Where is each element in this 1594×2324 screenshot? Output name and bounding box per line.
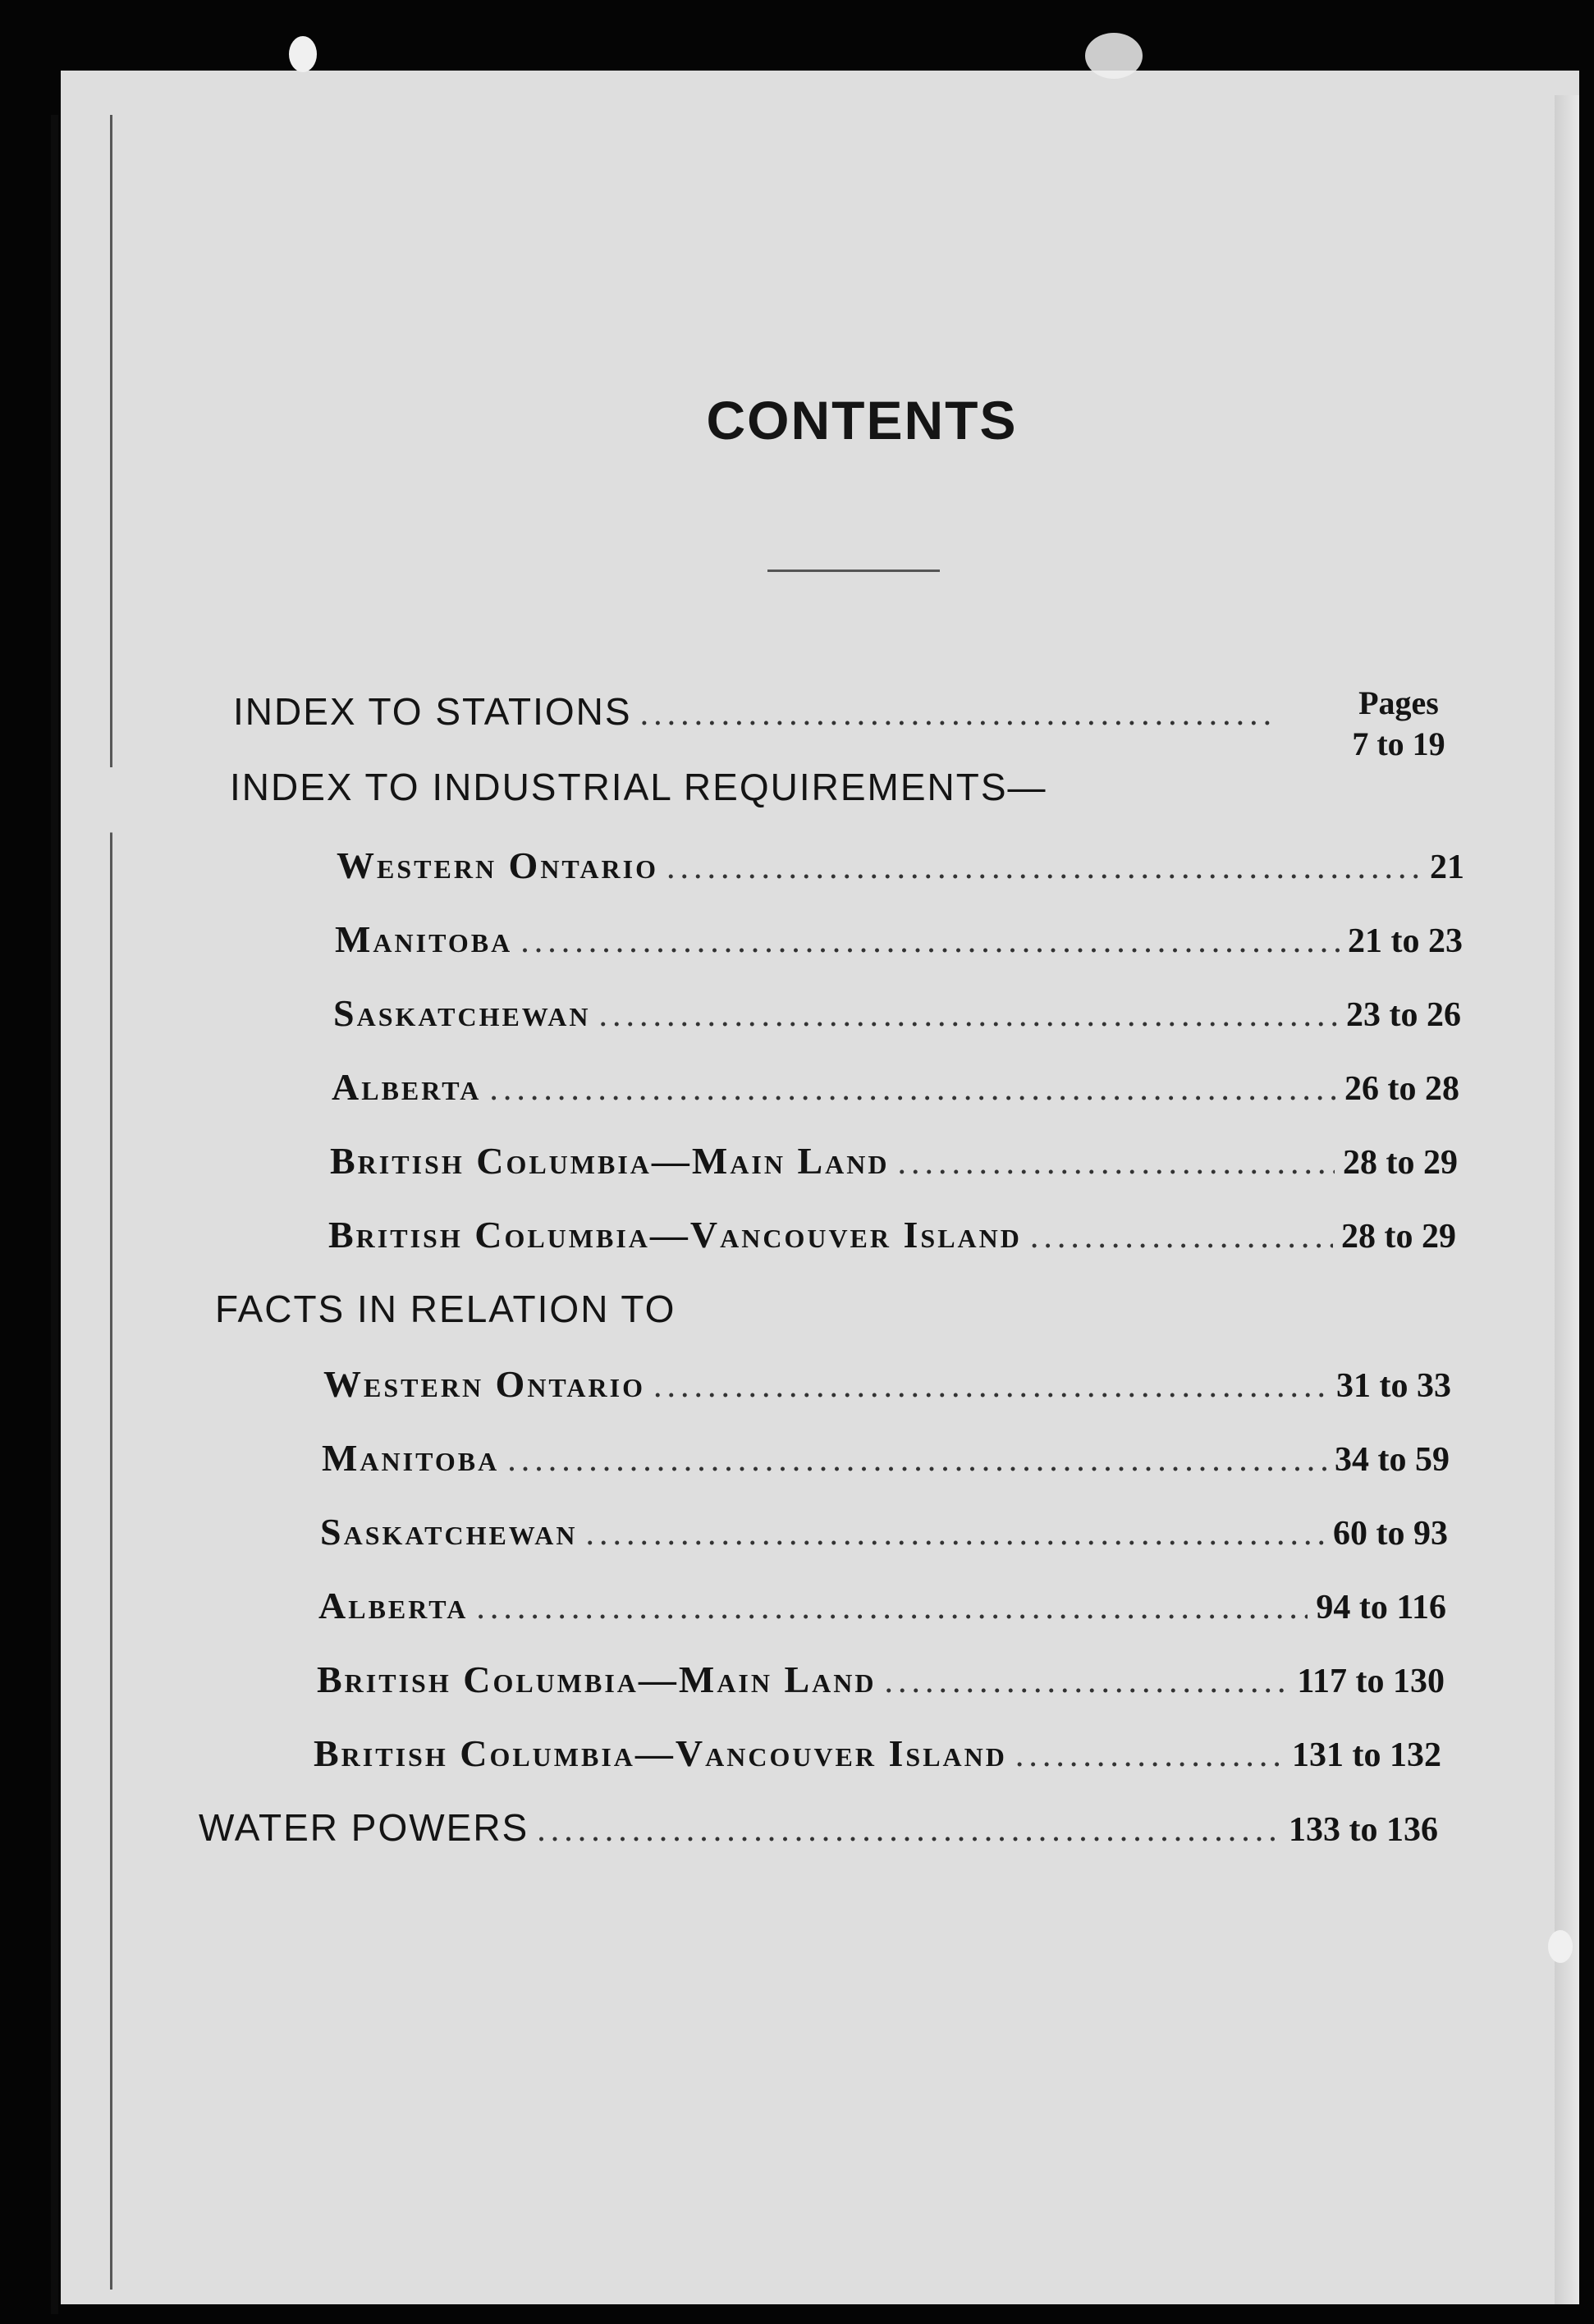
toc-entry	[317, 1658, 1445, 1701]
toc-entry-label: Saskatchewan	[320, 1511, 578, 1553]
toc-entry-pages: 60 to 93	[1333, 1515, 1448, 1553]
toc-entry-label: Manitoba	[322, 1437, 500, 1479]
dot-leader	[537, 1810, 1280, 1850]
dot-leader	[1015, 1736, 1284, 1775]
dot-leader	[476, 1588, 1308, 1627]
toc-entry-pages: 94 to 116	[1316, 1589, 1446, 1626]
dot-leader	[598, 995, 1338, 1035]
pages-header-label: Pages	[1358, 684, 1439, 721]
toc-entry	[323, 1362, 1451, 1406]
title-rule	[767, 570, 940, 572]
scan-speck	[1548, 1930, 1573, 1963]
toc-entry-pages: 34 to 59	[1335, 1441, 1450, 1479]
toc-entry-pages: 117 to 130	[1297, 1663, 1445, 1700]
toc-entry-water-powers	[199, 1805, 1438, 1850]
toc-entry-stations	[233, 689, 1284, 734]
toc-entry	[330, 1139, 1458, 1183]
toc-entry-label: Western Ontario	[337, 844, 658, 886]
pages-header-range: 7 to 19	[1352, 725, 1445, 762]
toc-entry-pages: 133 to 136	[1289, 1811, 1438, 1849]
toc-entry-pages: 31 to 33	[1336, 1367, 1451, 1405]
scan-speck	[289, 36, 317, 72]
toc-entry-pages: 21	[1430, 849, 1464, 886]
dot-leader	[666, 848, 1422, 887]
toc-entry-label: Manitoba	[335, 918, 513, 960]
toc-entry	[335, 917, 1463, 961]
dot-leader	[885, 1662, 1289, 1701]
toc-entry-label: Saskatchewan	[333, 992, 591, 1034]
toc-entry-label: Alberta	[318, 1585, 469, 1626]
section-heading-facts: FACTS IN RELATION TO	[215, 1288, 676, 1330]
toc-entry	[337, 844, 1464, 887]
toc-entry-label: British Columbia—Main Land	[317, 1658, 877, 1700]
toc-entry-label: WATER POWERS	[199, 1806, 529, 1849]
dot-leader	[520, 922, 1340, 961]
toc-entry-label: British Columbia—Main Land	[330, 1140, 890, 1182]
toc-entry-pages: 28 to 29	[1343, 1144, 1458, 1182]
toc-entry-pages: 26 to 28	[1344, 1070, 1459, 1108]
toc-entry-label: Western Ontario	[323, 1363, 645, 1405]
section-heading-industrial: INDEX TO INDUSTRIAL REQUIREMENTS—	[230, 766, 1047, 808]
toc-entry	[318, 1584, 1446, 1627]
page-title: CONTENTS	[706, 390, 1018, 451]
dot-leader	[898, 1143, 1335, 1183]
scan-speck	[1085, 33, 1143, 79]
toc-entry-pages: 23 to 26	[1346, 996, 1461, 1034]
toc-entry-pages: 21 to 23	[1348, 922, 1463, 960]
toc-entry-pages: 28 to 29	[1341, 1218, 1456, 1256]
dot-leader	[489, 1069, 1336, 1109]
dot-leader	[507, 1440, 1326, 1480]
toc-entry-label: Alberta	[332, 1066, 482, 1108]
toc-entry	[328, 1213, 1456, 1256]
toc-entry-label: British Columbia—Vancouver Island	[314, 1732, 1007, 1774]
dot-leader	[1030, 1217, 1333, 1256]
dot-leader	[640, 694, 1276, 734]
toc-entry	[314, 1732, 1441, 1775]
toc-entry	[333, 991, 1461, 1035]
toc-entry	[322, 1436, 1450, 1480]
dot-leader	[653, 1366, 1328, 1406]
toc-entry	[320, 1510, 1448, 1553]
toc-entry-label: British Columbia—Vancouver Island	[328, 1214, 1022, 1256]
toc-entry-pages: 131 to 132	[1292, 1736, 1441, 1774]
pages-column-header	[1333, 683, 1464, 765]
dot-leader	[585, 1514, 1325, 1553]
toc-entry	[332, 1065, 1459, 1109]
toc-entry-label: INDEX TO STATIONS	[233, 690, 632, 733]
